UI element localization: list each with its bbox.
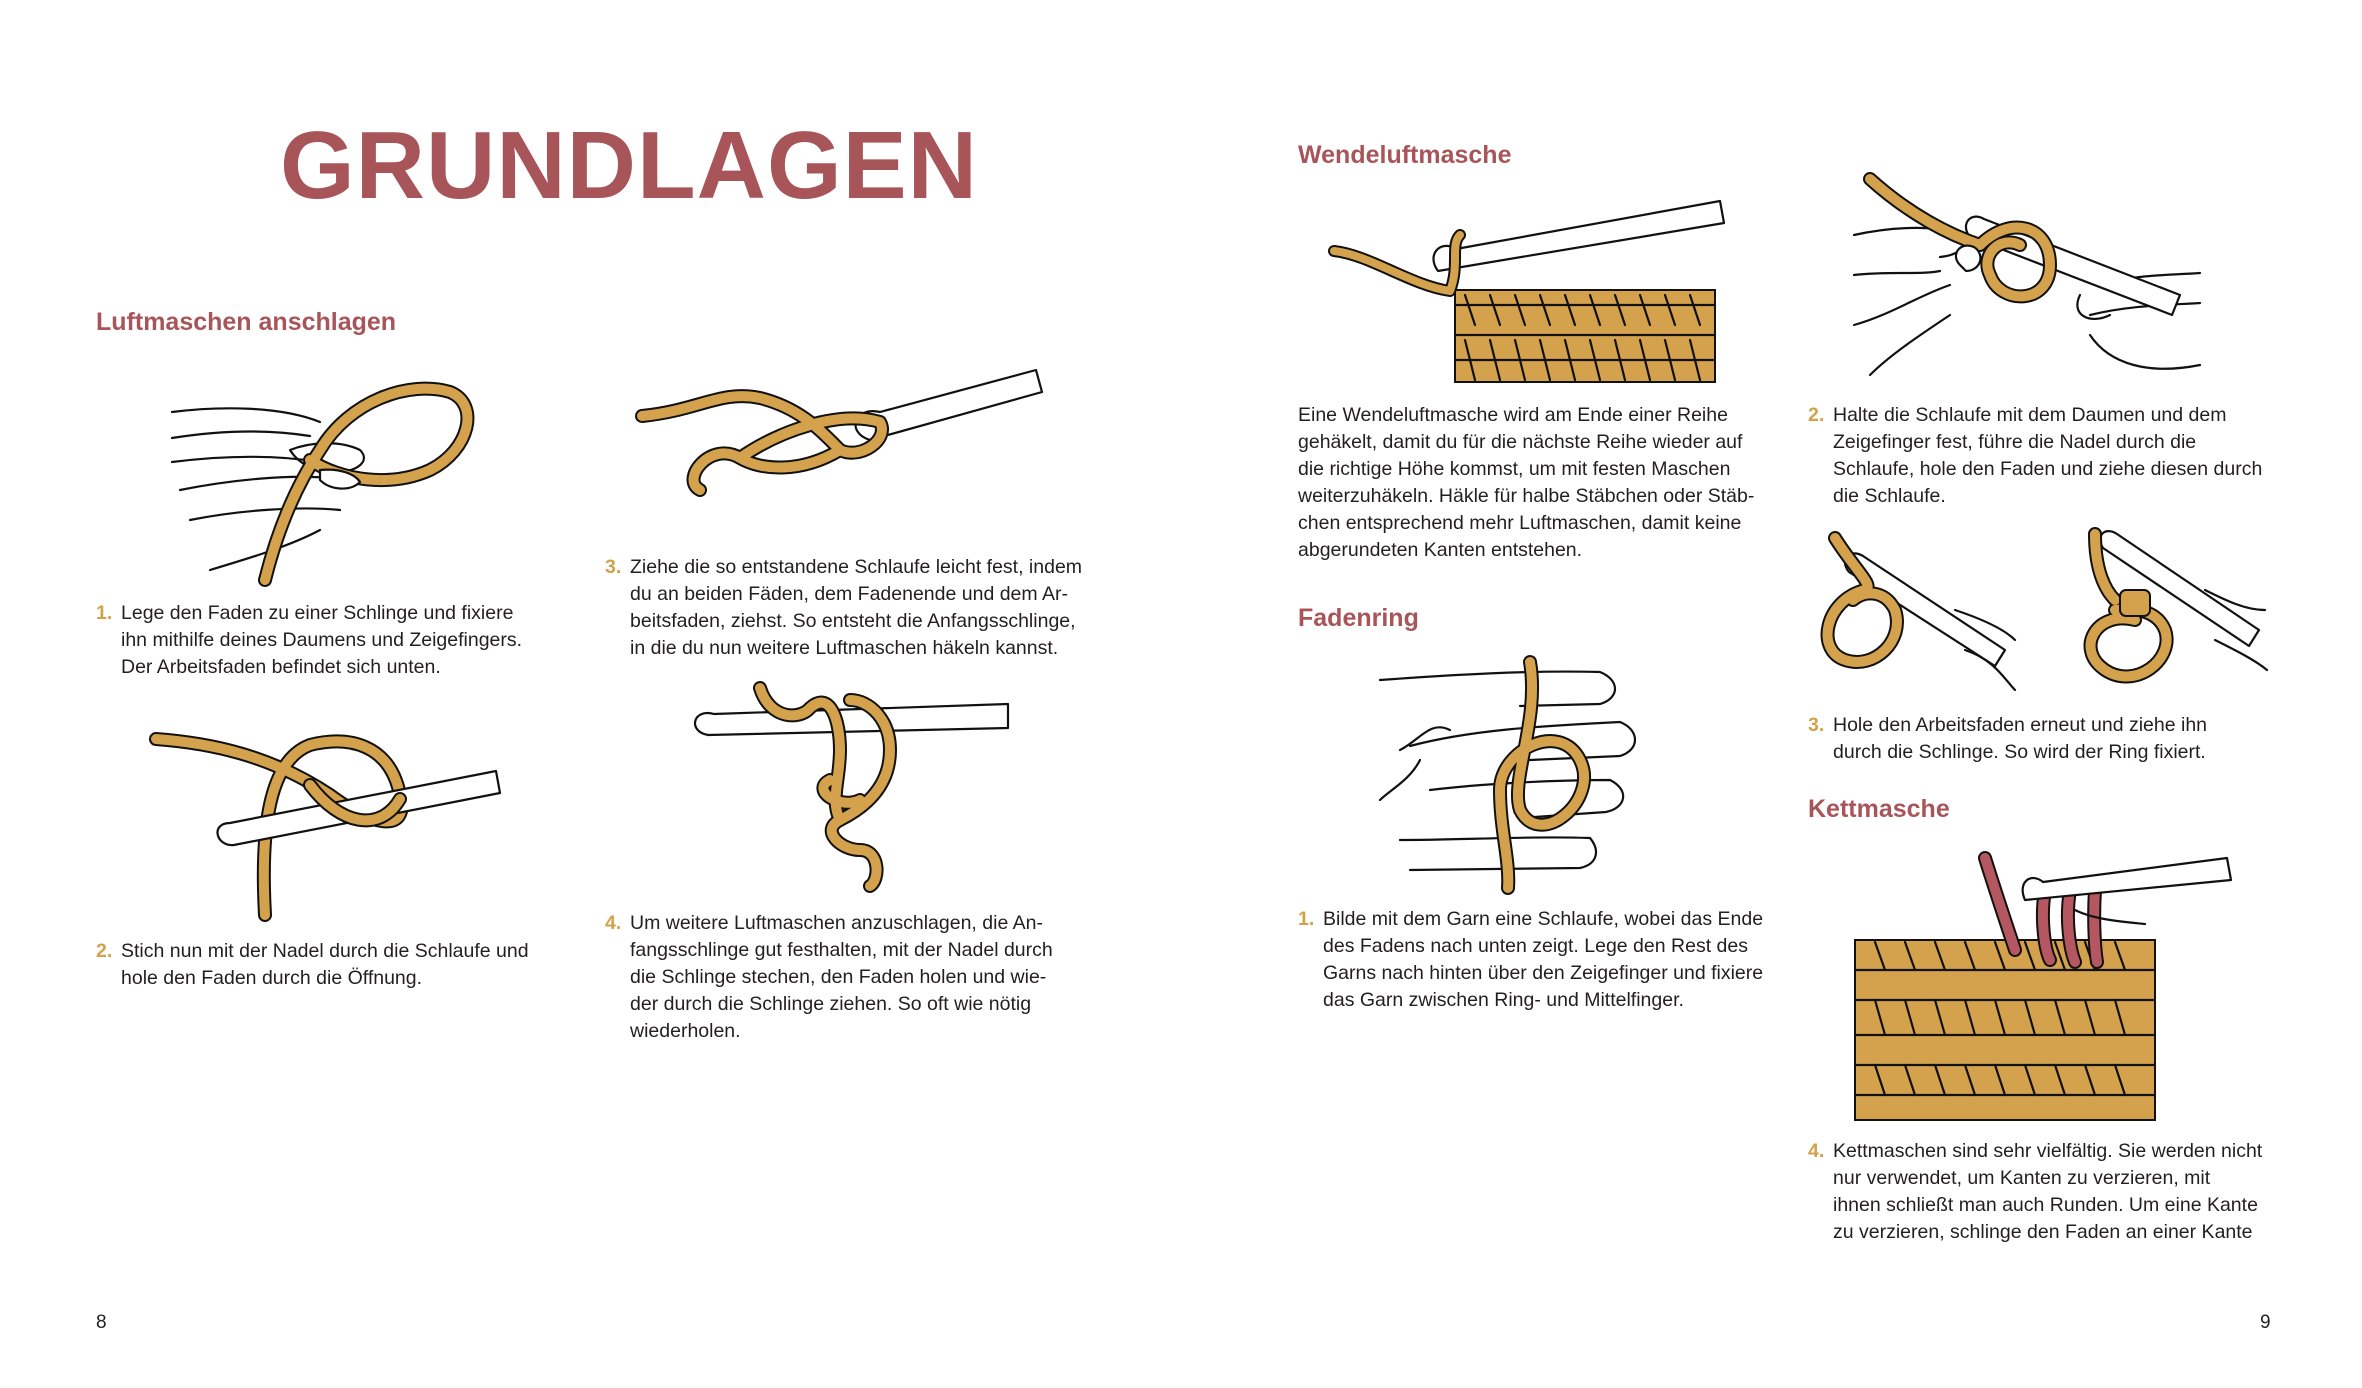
- step-fadenring-1: [1298, 906, 1788, 1014]
- step-luftmaschen-4: [605, 910, 1105, 1045]
- step-text: Halte die Schlaufe mit dem Daumen und dem Zeigefinger fest, führe die Nadel durch die Schlaufe, hole den Faden und ziehe diesen durch die Schlaufe.: [1833, 404, 2263, 507]
- step-text: Um weitere Luftmaschen anzuschlagen, die An- fangsschlinge gut festhalten, mit der Nadel durch die Schlinge stechen, den Faden holen und wie- der durch die Schlinge ziehen. So oft wie nötig wiederholen.: [630, 912, 1053, 1042]
- page-number-right: 9: [2260, 1312, 2271, 1333]
- illustration-ring-with-hook: [1850, 175, 2210, 385]
- illustration-ring-fixed: [1805, 530, 2275, 700]
- illustration-turning-chain: [1330, 195, 1730, 395]
- step-fadenring-3: [1808, 712, 2278, 766]
- step-luftmaschen-3: [605, 554, 1105, 662]
- step-number: 3.: [605, 556, 622, 578]
- step-number: 2.: [96, 940, 113, 962]
- step-text: Bilde mit dem Garn eine Schlaufe, wobei das Ende des Fadens nach unten zeigt. Lege den Rest des Garns nach hinten über den Zeigefinger und fixiere das Garn zwischen Ring- und Mittelfinger.: [1323, 908, 1764, 1011]
- section-heading-luftmaschen: Luftmaschen anschlagen: [96, 308, 397, 336]
- section-heading-fadenring: Fadenring: [1298, 604, 1419, 632]
- illustration-magic-ring-hand: [1370, 660, 1700, 890]
- step-luftmaschen-2: [96, 938, 576, 992]
- step-fadenring-2: [1808, 402, 2278, 510]
- illustration-slip-knot: [640, 370, 1050, 510]
- step-number: 4.: [1808, 1140, 1825, 1162]
- illustration-chain-stitch: [690, 680, 1020, 890]
- wendeluftmasche-text: Eine Wendeluftmasche wird am Ende einer Reihe gehäkelt, damit du für die nächste Reihe wieder auf die richtige Höhe kommst, um mit festen Maschen weiterzuhäkeln. Häkle für halbe Stäbchen oder Stäb- chen entsprechend mehr Luftmaschen, damit keine abgerundeten Kanten entstehen.: [1298, 404, 1755, 561]
- step-luftmaschen-1: [96, 600, 576, 681]
- step-number: 1.: [96, 602, 113, 624]
- step-text: Hole den Arbeitsfaden erneut und ziehe ihn durch die Schlinge. So wird der Ring fixiert.: [1833, 714, 2208, 763]
- step-text: Ziehe die so entstandene Schlaufe leicht fest, indem du an beiden Fäden, dem Fadenende und dem Ar- beitsfaden, ziehst. So entsteht die Anfangsschlinge, in die du nun weitere Luftmaschen häkeln kannst.: [630, 556, 1083, 659]
- step-text: Kettmaschen sind sehr vielfältig. Sie werden nicht nur verwendet, um Kanten zu verzieren, mit ihnen schließt man auch Runden. Um eine Kante zu verzieren, schlinge den Faden an einer Kante: [1833, 1140, 2263, 1243]
- step-number: 2.: [1808, 404, 1825, 426]
- step-text: Lege den Faden zu einer Schlinge und fixiere ihn mithilfe deines Daumens und Zeigefingers. Der Arbeitsfaden befindet sich unten.: [121, 602, 523, 678]
- page-title: GRUNDLAGEN: [280, 112, 978, 219]
- page-number-left: 8: [96, 1312, 107, 1333]
- illustration-loop-in-hand: [170, 370, 480, 590]
- section-heading-kettmasche: Kettmasche: [1808, 795, 1950, 823]
- section-heading-wendeluftmasche: Wendeluftmasche: [1298, 141, 1512, 169]
- illustration-hook-through-loop: [150, 715, 510, 925]
- step-number: 3.: [1808, 714, 1825, 736]
- illustration-slip-stitch-swatch: [1845, 850, 2235, 1130]
- step-number: 1.: [1298, 908, 1315, 930]
- step-kettmasche-4: [1808, 1138, 2288, 1246]
- step-text: Stich nun mit der Nadel durch die Schlaufe und hole den Faden durch die Öffnung.: [121, 940, 529, 989]
- step-number: 4.: [605, 912, 622, 934]
